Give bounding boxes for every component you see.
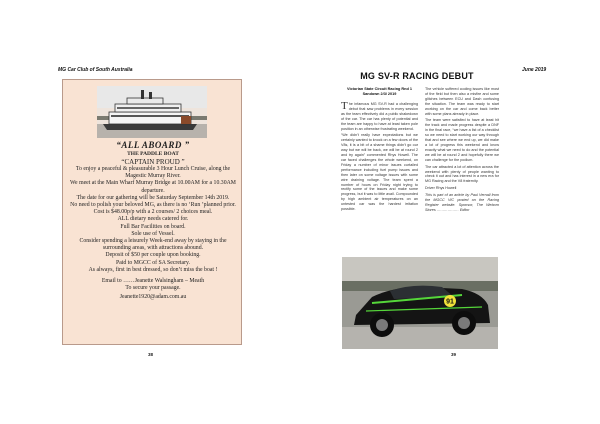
ad-line: Paid to MGCC of SA Secretary. [115, 259, 190, 266]
paddle-boat-advert [62, 79, 242, 345]
ad-boat-name: “CAPTAIN PROUD ” [121, 158, 185, 166]
ad-line: No need to polish your beloved MG, as there is no ‘Run ’planned prior. [70, 202, 236, 209]
race-number: 91 [446, 298, 454, 306]
ad-line: To enjoy a peaceful & pleasurable 3 Hour Lunch Cruise, along the Magestic Murray River. [75, 166, 231, 180]
ad-contact-note: To secure your passage. [125, 285, 181, 292]
ad-contact: Email to ……Jeanette Walsingham – Meath [101, 278, 205, 285]
article-paragraph: The team were satisfied to have at least hit the track and made progress despite a DNF in the final race, “we have a list of a checklist so we need to start working our way through that and see where we end up, we did make a lot of progress this weekend and know exactly what we need to do and the potential we will be at round 2 and hopefully there we can challenge for the podium. [425, 118, 499, 162]
paddle-boat-photo [97, 86, 207, 138]
ad-line: ALL dietary needs catered for. [117, 216, 189, 223]
ad-line: Cost is $48.00p/p with a 2 courses/ 2 choices meal. [93, 209, 213, 216]
article-paragraph: The infamous MG SV-R had a challenging debut that saw problems in every session as the team effectively did a public shakedown of the car. The car has plenty of potential and the team are happy to have at least taken pole position in an otherwise frustrating weekend. [341, 100, 418, 131]
ad-line: surrounding areas, with attractions abound. [102, 245, 204, 252]
ad-line: Full Bar Facilities on board. [120, 223, 186, 230]
race-car-photo [342, 257, 498, 349]
ad-line: As always, first in best dressed, so don’t miss the boat ! [88, 266, 218, 273]
ad-headline: “ALL ABOARD ” [116, 140, 190, 150]
ad-subtitle: THE PADDLE BOAT [127, 151, 179, 157]
article-source-note: This is part of an article by Paul Vernall from the MGCC VIC posted on the Racing Register website. Sponsor, The Weborn Stores ……………… Editor [425, 193, 499, 212]
article-paragraph: “We didn't really have expectations but we certainly wanted to knock on a few doors of the V8s, it is a bit of a shame things didn't go our way but we will be back, we will be at round 2 and try again” commented Rhys Howell. The car faced challenges the whole weekend, on Friday a number of minor issues curtailed performance including fuel pump issues and then later on some voltage issues with some wire draining voltage. The team spent a number of hours on Friday night trying to rectify some of the issues and make some progress, but it was to little avail. Compounded by high ambient air temperatures on an untested car was the hardest irritation possible. [341, 133, 418, 212]
page-number-left: 38 [148, 352, 154, 357]
magazine-header-left: MG Car Club of South Australia [58, 67, 133, 73]
article-title: MG SV-R RACING DEBUT [360, 71, 474, 81]
magazine-header-date: June 2019 [522, 67, 547, 73]
ad-line: We meet at the Main Wharf Murray Bridge at 10.00AM for a 10.30AM departure. [70, 180, 236, 194]
ad-line: Consider spending a leisurely Week-end away by staying in the [79, 238, 227, 245]
ad-line: Deposit of $50 per couple upon booking. [105, 252, 201, 259]
article-paragraph: The vehicle suffered cooling issues like most of the field but then also a misfire and some glitches between ECU and Dash confusing the situation. The team was ready to start working on the car and come back better with some plans already in place. [425, 87, 499, 116]
article-column-1 [341, 87, 418, 214]
article-paragraph: The car attracted a lot of attention across the weekend with plenty of people wanting to check it out and has interest in a new era for MG Racing and the V8 fraternity. [425, 164, 499, 184]
article-driver: Driver Rhys Howell [425, 186, 457, 191]
page-number-right: 39 [451, 352, 457, 357]
article-subheading: Victorian State Circuit Racing Rnd 1 Sandown 2/3/ 2019 [347, 87, 412, 96]
drop-cap: T [341, 100, 348, 112]
article-column-2 [425, 87, 499, 215]
ad-line: Sole use of Vessel. [131, 230, 175, 237]
ad-line: The date for our gathering will be Saturday September 14th 2019. [76, 194, 230, 201]
ad-email: Jeanette1920@adam.com.au [119, 294, 187, 301]
